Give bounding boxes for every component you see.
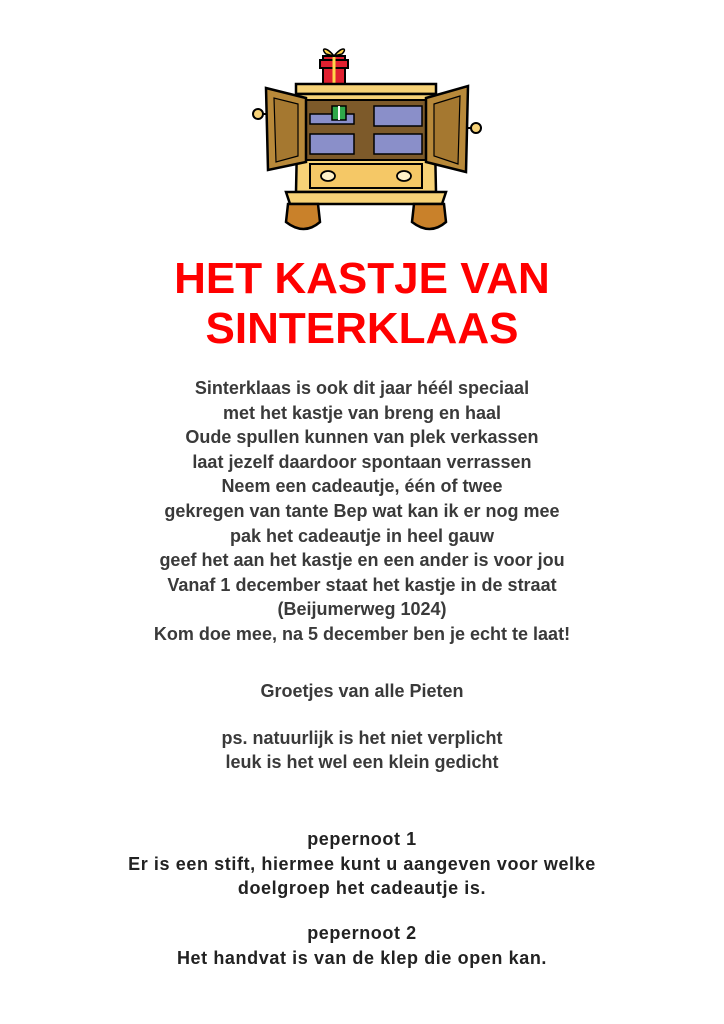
poem-line: met het kastje van breng en haal (222, 402, 502, 423)
poem-line: Sinterklaas is ook dit jaar héél speciaal (194, 378, 530, 398)
poem-line: (Beijumerweg 1024) (277, 599, 447, 620)
postscript (0, 726, 724, 774)
footnote-1 (0, 827, 724, 901)
footnote-line: Het handvat is van de klep die open kan. (176, 947, 548, 968)
title-line: SINTERKLAAS (205, 304, 519, 353)
poem-line: Oude spullen kunnen van plek verkassen (185, 427, 539, 448)
small-gift-icon (332, 106, 346, 120)
footnote-line: doelgroep het cadeautje is. (237, 878, 487, 898)
page-title (0, 254, 724, 354)
poem-line: Kom doe mee, na 5 december ben je echt te laat! (153, 623, 571, 644)
title-line: HET KASTJE VAN (174, 254, 550, 303)
cabinet-icon (246, 40, 486, 240)
poem-line: laat jezelf daardoor spontaan verrassen (192, 451, 532, 472)
poem-line: Vanaf 1 december staat het kastje in de straat (167, 574, 557, 595)
footnote-2 (0, 921, 724, 970)
postscript-line: ps. natuurlijk is het niet verplicht (221, 728, 503, 748)
poem-line: geef het aan het kastje en een ander is voor jou (159, 550, 565, 571)
postscript-line: leuk is het wel een klein gedicht (225, 752, 499, 772)
poem-line: gekregen van tante Bep wat kan ik er nog mee (164, 500, 560, 521)
footnote-line: Er is een stift, hiermee kunt u aangeven voor welke (128, 853, 596, 874)
gift-icon (320, 49, 348, 86)
footnote-heading: pepernoot 1 (307, 829, 417, 849)
footnote-heading: pepernoot 2 (307, 923, 417, 943)
greeting: Groetjes van alle Pieten (260, 681, 464, 701)
poem (0, 376, 724, 647)
poem-line: Neem een cadeautje, één of twee (221, 476, 503, 497)
poem-line: pak het cadeautje in heel gauw (229, 525, 495, 546)
